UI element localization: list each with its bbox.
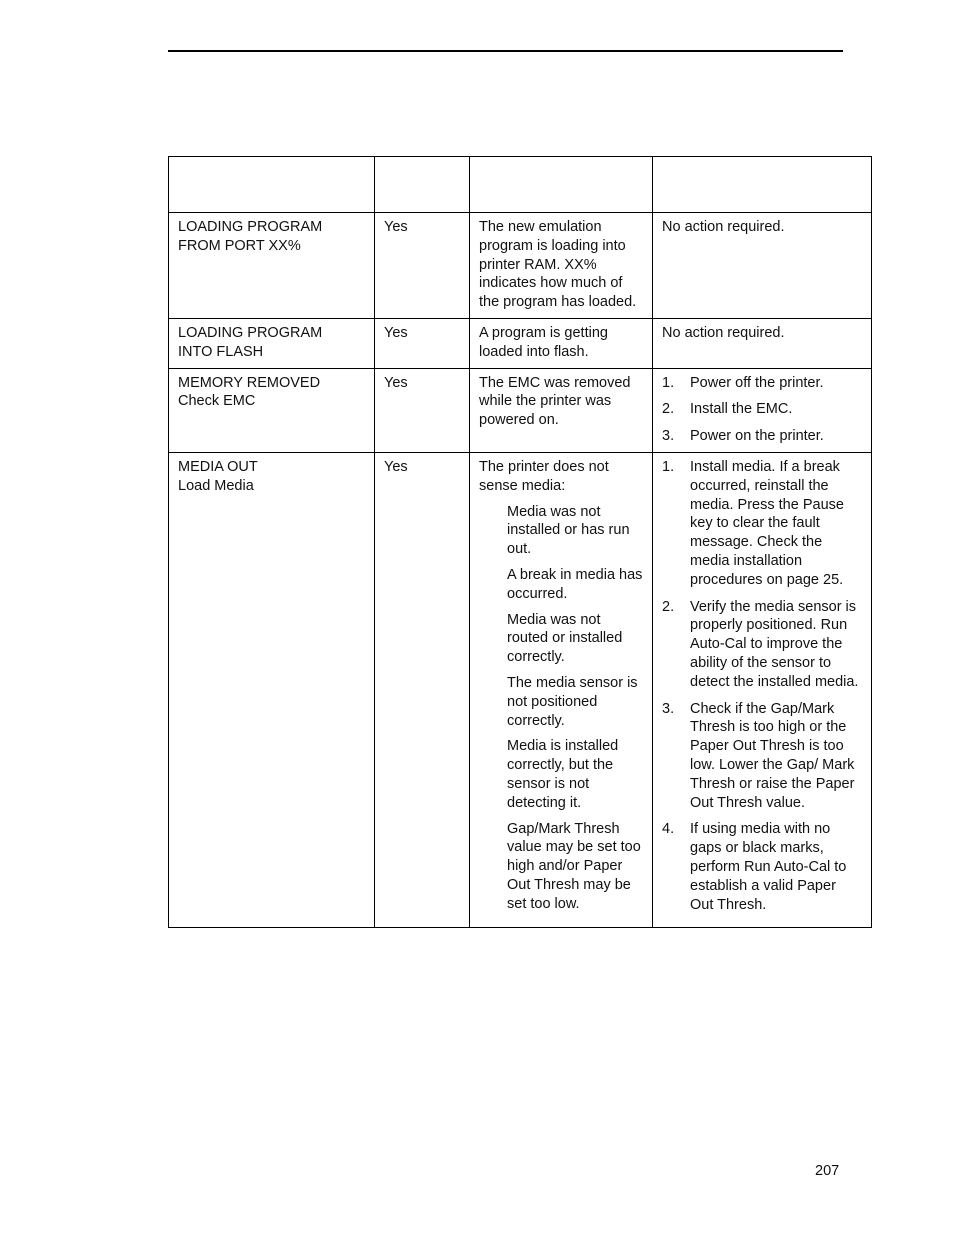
explanation-cell xyxy=(470,368,653,452)
list-item: Media was not installed or has run out. xyxy=(507,503,630,558)
message-text: LOADING PROGRAM xyxy=(178,219,323,235)
explanation-text: The new emulation program is loading into printer RAM. XX% indicates how much of the program has loaded. xyxy=(479,219,637,311)
cause-list xyxy=(479,503,643,914)
table-row xyxy=(169,368,872,452)
solution-steps xyxy=(662,458,862,914)
message-subtext: Check EMC xyxy=(178,393,256,410)
explanation-text: The printer does not sense media: xyxy=(479,458,609,494)
table-row xyxy=(169,213,872,319)
displayed-cell: Yes xyxy=(375,213,470,319)
table-header-row xyxy=(169,157,872,213)
explanation-cell xyxy=(470,452,653,927)
list-item: A break in media has occurred. xyxy=(507,566,643,602)
table-row xyxy=(169,452,872,927)
explanation-cell xyxy=(470,213,653,319)
message-cell xyxy=(169,368,375,452)
column-header xyxy=(375,157,470,213)
list-item: 3. Power on the printer. xyxy=(662,428,824,445)
column-header xyxy=(470,157,653,213)
list-item: 1. Power off the printer. xyxy=(662,374,824,391)
list-item: 4. If using media with no gaps or black marks, perform Run Auto-Cal to establish a valid Paper Out Thresh. xyxy=(662,821,847,913)
message-text: LOADING PROGRAM xyxy=(178,324,323,341)
message-text: MEDIA OUT xyxy=(178,458,258,475)
displayed-cell: Yes xyxy=(375,452,470,927)
page-number: 207 xyxy=(815,1163,840,1179)
message-subtext: INTO FLASH xyxy=(178,343,264,360)
solution-cell xyxy=(653,452,872,927)
solution-text: No action required. xyxy=(662,219,785,235)
column-header xyxy=(169,157,375,213)
solution-text: No action required. xyxy=(662,324,785,341)
solution-steps xyxy=(662,374,862,446)
message-subtext: Load Media xyxy=(178,477,254,494)
message-cell xyxy=(169,318,375,368)
solution-cell xyxy=(653,213,872,319)
list-item: 2. Install the EMC. xyxy=(662,401,793,418)
list-item: Gap/Mark Thresh value may be set too high and/or Paper Out Thresh may be set too low. xyxy=(507,820,641,912)
header-rule xyxy=(168,50,843,52)
solution-cell xyxy=(653,318,872,368)
list-item: 2. Verify the media sensor is properly positioned. Run Auto-Cal to improve the ability of the sensor to detect the installed media. xyxy=(662,598,859,690)
message-subtext: FROM PORT XX% xyxy=(178,237,301,254)
list-item: 3. Check if the Gap/Mark Thresh is too high or the Paper Out Thresh is too low. Lower the Gap/ Mark Thresh or raise the Paper Out Thresh value. xyxy=(662,700,855,811)
column-header xyxy=(653,157,872,213)
list-item: Media was not routed or installed correctly. xyxy=(507,611,623,666)
list-item: Media is installed correctly, but the sensor is not detecting it. xyxy=(507,738,619,811)
message-cell xyxy=(169,213,375,319)
explanation-text: The EMC was removed while the printer was powered on. xyxy=(479,374,631,429)
table-row xyxy=(169,318,872,368)
message-cell xyxy=(169,452,375,927)
explanation-cell xyxy=(470,318,653,368)
displayed-cell: Yes xyxy=(375,368,470,452)
list-item: The media sensor is not positioned correctly. xyxy=(507,674,638,729)
message-text: MEMORY REMOVED xyxy=(178,374,321,391)
solution-cell xyxy=(653,368,872,452)
message-table xyxy=(168,156,872,928)
displayed-cell: Yes xyxy=(375,318,470,368)
list-item: 1. Install media. If a break occurred, reinstall the media. Press the Pause key to clear the fault message. Check the media installation procedures on page 25. xyxy=(662,458,844,588)
explanation-text: A program is getting loaded into flash. xyxy=(479,324,608,360)
